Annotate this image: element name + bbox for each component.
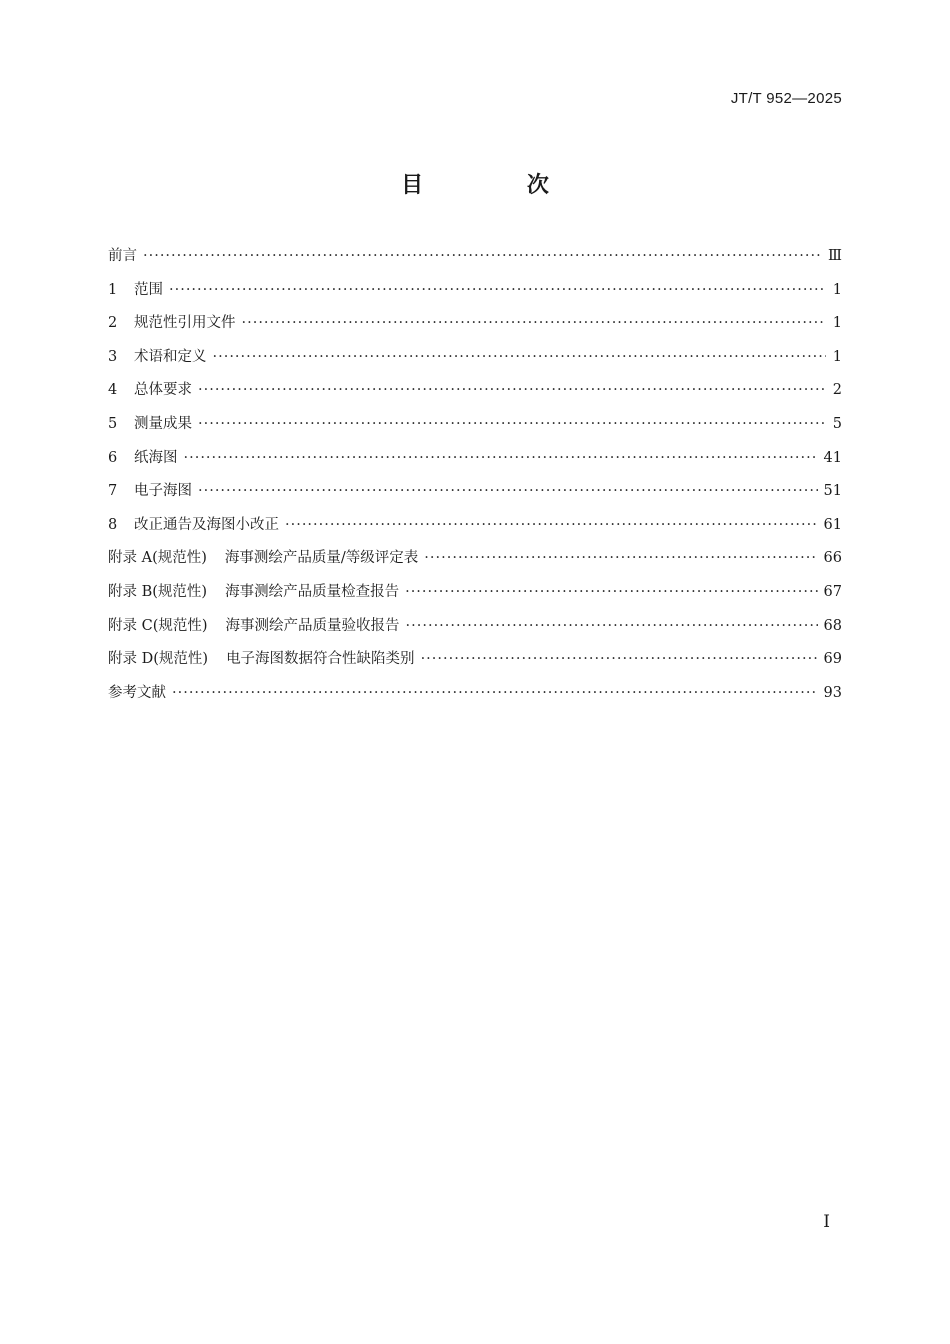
toc-page: 51: [823, 483, 842, 500]
toc-item-scope[interactable]: [108, 274, 842, 308]
leader-dots: [406, 610, 818, 644]
toc-item-annex-a[interactable]: [108, 542, 842, 576]
annex-title: 海事测绘产品质量/等级评定表: [224, 550, 419, 567]
toc-item-terms-definitions[interactable]: [108, 341, 842, 375]
toc-label: 参考文献: [108, 684, 166, 701]
leader-dots: [198, 374, 826, 408]
leader-dots: [198, 408, 826, 442]
toc-number: 6: [108, 449, 118, 466]
leader-dots: [184, 442, 818, 476]
toc-item-annex-d[interactable]: [108, 643, 842, 677]
toc-page: 1: [832, 348, 842, 365]
toc-page: 93: [823, 684, 842, 701]
toc-number: 4: [108, 382, 118, 399]
toc-number: 2: [108, 315, 118, 332]
toc-label: 改正通告及海图小改正: [134, 516, 279, 533]
toc-number: 8: [108, 516, 118, 533]
toc-page: 2: [832, 382, 842, 399]
page-number: I: [823, 1212, 830, 1232]
leader-dots: [242, 307, 827, 341]
toc-page: 68: [823, 617, 842, 634]
leader-dots: [169, 274, 826, 308]
toc-page: 69: [823, 651, 842, 668]
toc-item-foreword[interactable]: [108, 240, 842, 274]
toc-page: 1: [832, 281, 842, 298]
toc-item-normative-references[interactable]: [108, 307, 842, 341]
annex-title: 海事测绘产品质量验收报告: [225, 617, 400, 634]
toc-label: 规范性引用文件: [134, 315, 236, 332]
toc-item-annex-c[interactable]: [108, 610, 842, 644]
toc-item-paper-charts[interactable]: [108, 442, 842, 476]
toc-number: 3: [108, 348, 118, 365]
leader-dots: [143, 240, 822, 274]
toc-label: [108, 643, 415, 677]
toc-page: 1: [832, 315, 842, 332]
toc-label: [108, 542, 418, 576]
annex-label: 附录 B(规范性): [108, 583, 208, 600]
toc-number: 1: [108, 281, 118, 298]
leader-dots: [421, 643, 818, 677]
toc-page: 61: [823, 516, 842, 533]
page-title: 目 次: [401, 173, 597, 198]
standard-code: JT/T 952—2025: [730, 90, 842, 107]
leader-dots: [198, 475, 818, 509]
leader-dots: [424, 542, 817, 576]
toc-page: 5: [832, 415, 842, 432]
toc-label: 前言: [108, 248, 137, 264]
toc-page: Ⅲ: [828, 248, 842, 264]
leader-dots: [405, 576, 817, 610]
toc-label: [108, 576, 399, 610]
leader-dots: [285, 509, 818, 543]
toc-number: 5: [108, 415, 118, 432]
annex-label: 附录 A(规范性): [108, 550, 207, 567]
toc-item-bibliography[interactable]: [108, 677, 842, 711]
leader-dots: [172, 677, 818, 711]
toc-number: 7: [108, 483, 118, 500]
toc-page: 41: [823, 449, 842, 466]
toc-item-electronic-charts[interactable]: [108, 475, 842, 509]
toc-item-survey-results[interactable]: [108, 408, 842, 442]
toc-label: 总体要求: [134, 382, 192, 399]
toc-label: 电子海图: [134, 483, 192, 500]
annex-title: 电子海图数据符合性缺陷类别: [226, 651, 415, 668]
toc-label: 术语和定义: [134, 348, 207, 365]
annex-label: 附录 C(规范性): [108, 617, 208, 634]
table-of-contents: [108, 240, 842, 710]
toc-item-notices-corrections[interactable]: [108, 509, 842, 543]
toc-label: 范围: [134, 281, 163, 298]
toc-label: 测量成果: [134, 415, 192, 432]
toc-page: 67: [823, 583, 842, 600]
toc-label: [108, 610, 400, 644]
toc-item-general-requirements[interactable]: [108, 374, 842, 408]
toc-page: 66: [823, 550, 842, 567]
annex-title: 海事测绘产品质量检查报告: [225, 583, 400, 600]
annex-label: 附录 D(规范性): [108, 651, 209, 668]
toc-item-annex-b[interactable]: [108, 576, 842, 610]
toc-label: 纸海图: [134, 449, 178, 466]
leader-dots: [213, 341, 827, 375]
